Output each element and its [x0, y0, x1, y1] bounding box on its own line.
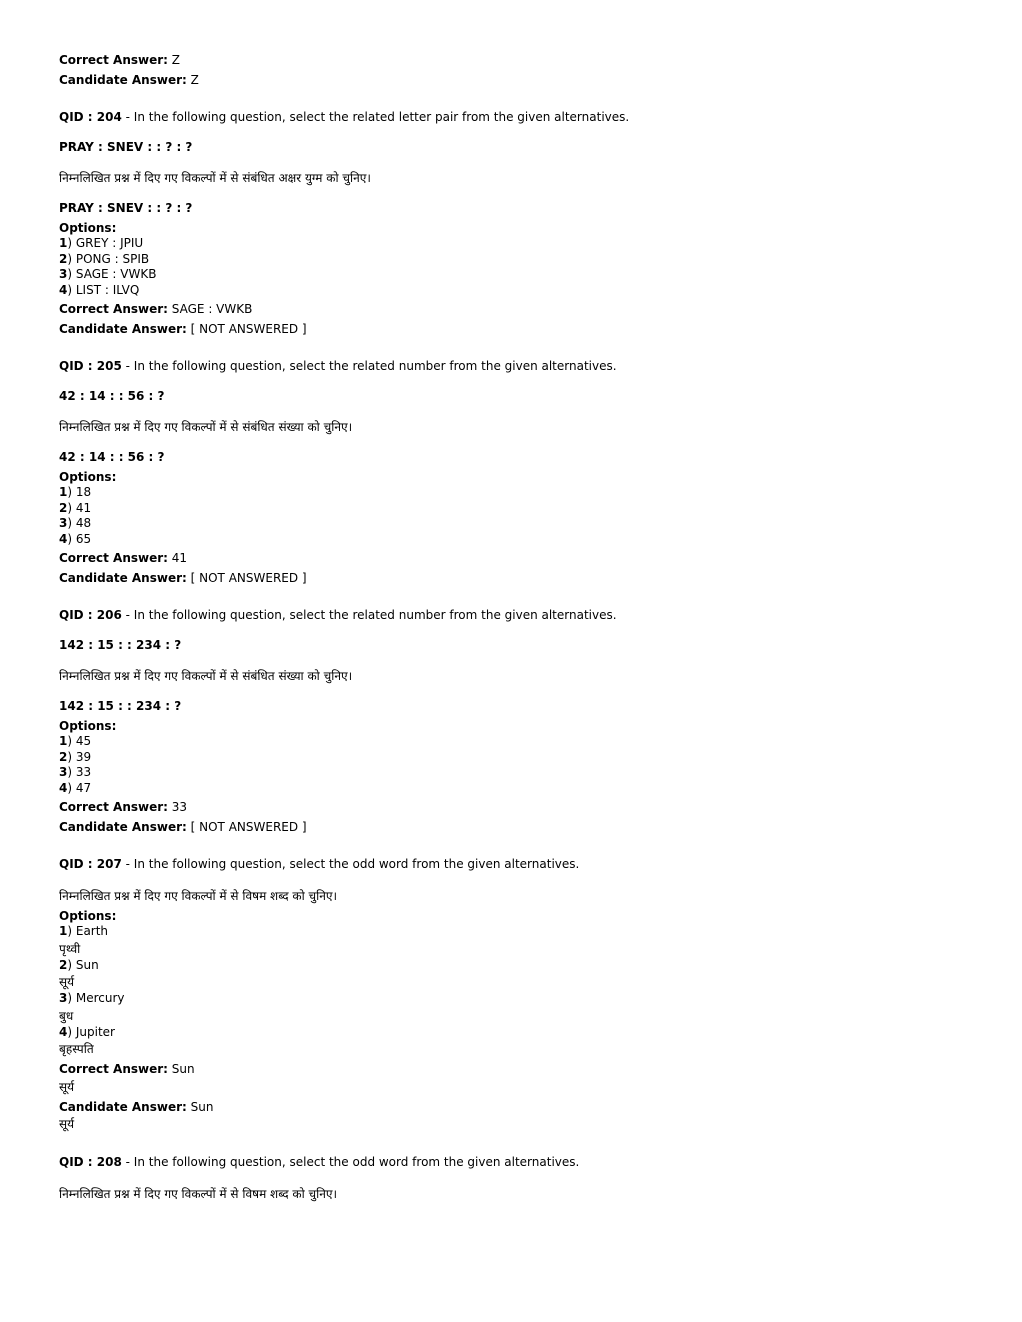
qid-label: QID : 207 — [59, 857, 122, 871]
question-text-hi: निम्नलिखित प्रश्न में दिए गए विकल्पों में से संबंधित अक्षर युग्म को चुनिए। — [59, 171, 371, 185]
option-item: 3) SAGE : VWKB — [59, 267, 157, 281]
correct-answer-line: Correct Answer: 41 — [59, 551, 188, 565]
question-expression: 142 : 15 : : 234 : ? — [59, 699, 182, 713]
candidate-answer-hi: सूर्य — [59, 1117, 75, 1131]
question-text-en: - In the following question, select the related letter pair from the given alternatives. — [121, 110, 630, 124]
option-item: 4) LIST : ILVQ — [59, 282, 140, 297]
question-expression: PRAY : SNEV : : ? : ? — [59, 201, 193, 215]
candidate-answer-line: Candidate Answer: Sun — [59, 1099, 214, 1114]
option-item: 1) GREY : JPIU — [59, 236, 144, 250]
question-header — [59, 110, 979, 126]
question-expression: 42 : 14 : : 56 : ? — [59, 388, 165, 403]
candidate-answer-label: Candidate Answer: — [59, 72, 187, 87]
correct-answer-line — [59, 53, 979, 69]
option-item-hi: सूर्य — [59, 975, 75, 989]
question-text-en: - In the following question, select the related number from the given alternatives. — [121, 359, 617, 373]
option-item: 4) 47 — [59, 780, 92, 795]
options-label: Options: — [59, 469, 117, 484]
option-item: 4) 65 — [59, 531, 92, 546]
option-item: 3) Mercury — [59, 991, 125, 1005]
option-item: 2) 41 — [59, 500, 92, 515]
options-label: Options: — [59, 220, 117, 235]
question-header — [59, 359, 979, 375]
qid-label: QID : 208 — [59, 1155, 122, 1169]
question-text-en: - In the following question, select the odd word from the given alternatives. — [121, 1155, 580, 1169]
correct-answer-line: Correct Answer: SAGE : VWKB — [59, 302, 253, 316]
question-text-hi: निम्नलिखित प्रश्न में दिए गए विकल्पों में से विषम शब्द को चुनिए। — [59, 1186, 338, 1201]
correct-answer-hi: सूर्य — [59, 1079, 75, 1094]
option-item-hi: बृहस्पति — [59, 1042, 94, 1056]
option-item: 3) 33 — [59, 765, 92, 779]
candidate-answer-line: Candidate Answer: [ NOT ANSWERED ] — [59, 819, 307, 834]
question-text-hi: निम्नलिखित प्रश्न में दिए गए विकल्पों में से संबंधित संख्या को चुनिए। — [59, 420, 353, 434]
candidate-answer-line — [59, 73, 979, 89]
candidate-answer-value: Z — [190, 72, 199, 87]
option-item-hi: बुध — [59, 1008, 74, 1023]
question-expression: 142 : 15 : : 234 : ? — [59, 637, 182, 652]
qid-label: QID : 206 — [59, 608, 122, 622]
candidate-answer-line: Candidate Answer: [ NOT ANSWERED ] — [59, 321, 307, 336]
correct-answer-line: Correct Answer: 33 — [59, 800, 188, 814]
option-item: 3) 48 — [59, 516, 92, 530]
candidate-answer-line: Candidate Answer: [ NOT ANSWERED ] — [59, 570, 307, 585]
option-item: 2) PONG : SPIB — [59, 251, 150, 266]
options-label: Options: — [59, 718, 117, 733]
option-item: 1) 18 — [59, 485, 92, 499]
option-item: 2) 39 — [59, 749, 92, 764]
question-expression: 42 : 14 : : 56 : ? — [59, 450, 165, 464]
option-item: 4) Jupiter — [59, 1024, 115, 1039]
question-header — [59, 608, 979, 624]
question-text-hi: निम्नलिखित प्रश्न में दिए गए विकल्पों में से विषम शब्द को चुनिए। — [59, 888, 338, 903]
option-item: 1) 45 — [59, 734, 92, 748]
option-item-hi: पृथ्वी — [59, 941, 81, 956]
qid-label: QID : 204 — [59, 110, 122, 124]
question-header — [59, 857, 979, 873]
question-text-en: - In the following question, select the related number from the given alternatives. — [121, 608, 617, 622]
question-expression: PRAY : SNEV : : ? : ? — [59, 139, 193, 154]
document-page — [59, 53, 979, 1203]
question-text-hi: निम्नलिखित प्रश्न में दिए गए विकल्पों में से संबंधित संख्या को चुनिए। — [59, 669, 353, 683]
option-item: 2) Sun — [59, 957, 99, 972]
question-text-en: - In the following question, select the odd word from the given alternatives. — [121, 857, 580, 871]
correct-answer-line: Correct Answer: Sun — [59, 1062, 195, 1076]
question-header — [59, 1155, 979, 1171]
correct-answer-value: Z — [171, 53, 181, 67]
option-item: 1) Earth — [59, 924, 109, 938]
options-label: Options: — [59, 908, 117, 923]
qid-label: QID : 205 — [59, 359, 122, 373]
correct-answer-label: Correct Answer: — [59, 53, 168, 67]
